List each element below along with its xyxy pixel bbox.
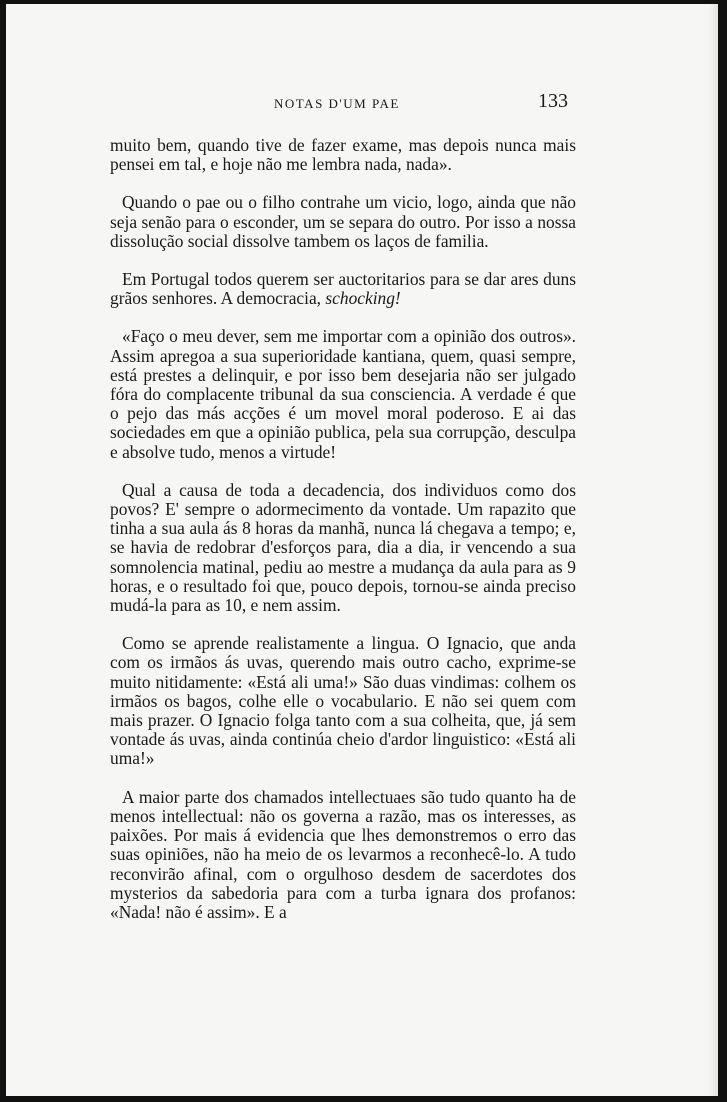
paragraph-decadencia: Qual a causa de toda a decadencia, dos individuos como dos povos? E' sempre o adormecimento da vontade. Um rapazito que tinha a sua aula ás 8 horas da manhã, nunca lá chegava a tempo; e, se havia de redobrar d'esforços para, dia a dia, ir vencendo a sua somnolencia matinal, pediu ao mestre a mudança da aula para as 9 horas, e o resultado foi que, pouco depois, tornou-se ainda preciso mudá-la para as 10, e nem assim. <box>110 479 576 616</box>
paragraph-portugal <box>110 270 576 308</box>
paragraph-portugal-text: Em Portugal todos querem ser auctoritarios para se dar ares duns grãos senhores. A democracia, <box>110 269 576 309</box>
page-number: 133 <box>538 90 568 112</box>
paragraph-intellectuaes: A maior parte dos chamados intellectuaes são tudo quanto ha de menos intellectual: não os governa a razão, mas os interesses, as paixões. Por mais á evidencia que lhes demonstremos o erro das suas opiniões, não ha meio de os levarmos a reconhecê-lo. A tudo reconvirão afinal, com o orgulhoso desdem de sacerdotes dos mysterios da sabedoria para com a turba ignara dos profanos: «Nada! não é assim». E a <box>110 786 576 922</box>
paragraph-dever: «Faço o meu dever, sem me importar com a opinião dos outros». Assim apregoa a sua superioridade kantiana, quem, quasi sempre, está prestes a delinquir, e por isso bem desejaria não ser julgado fóra do complacente tribunal da sua consciencia. A verdade é que o pejo das más acções é um movel moral poderoso. E ai das sociedades em que a opinião publica, pela sua corrupção, desculpa e absolve tudo, menos a virtude! <box>110 326 576 462</box>
paragraph-portugal-italic: schocking! <box>325 288 401 309</box>
paragraph-lingua: Como se aprende realistamente a lingua. O Ignacio, que anda com os irmãos ás uvas, querendo mais outro cacho, exprime-se muito nitidamente: «Está ali uma!» São duas vindimas: colhem os irmãos os bagos, colhe elle o vocabulario. E não sei quem com mais prazer. O Ignacio folga tanto com a sua colheita, que, já sem vontade ás uvas, ainda continúa cheio d'ardor linguistico: «Está ali uma!» <box>110 633 576 769</box>
page-edge-shadow <box>708 4 718 1096</box>
paragraph-vicio: Quando o pae ou o filho contrahe um vicio, logo, ainda que não seja senão para o esconder, um se separa do outro. Por isso a nossa dissolução social dissolve tambem os laços de familia. <box>110 192 576 251</box>
paragraph-continuation: muito bem, quando tive de fazer exame, mas depois nunca mais pensei em tal, e hoje não me lembra nada, nada». <box>110 135 576 175</box>
book-page <box>6 4 718 1096</box>
running-title: NOTAS D'UM PAE <box>274 96 400 111</box>
body-text <box>110 136 576 941</box>
